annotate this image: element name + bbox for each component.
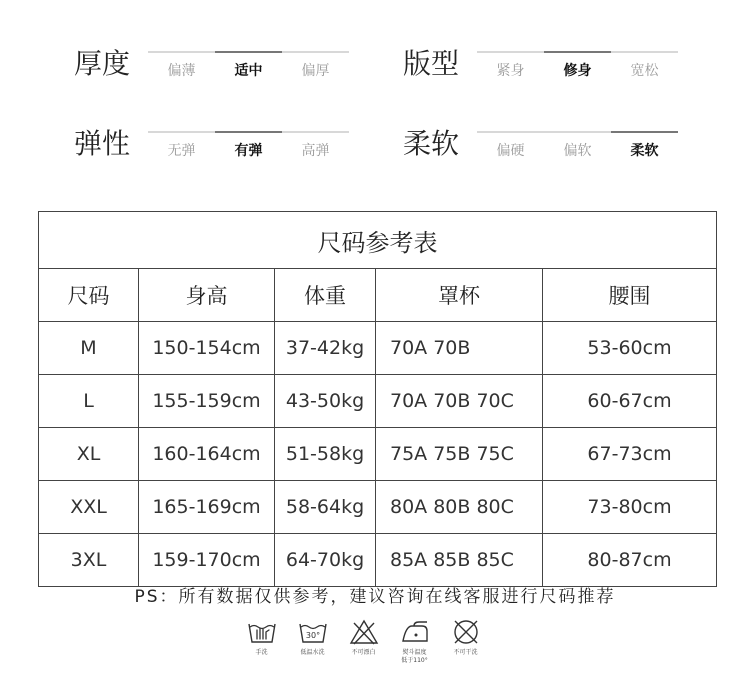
size-cell: M	[39, 322, 139, 375]
attribute-options	[477, 54, 678, 80]
attribute-option-selected: 柔软	[611, 134, 678, 160]
attribute-option-selected: 适中	[215, 54, 282, 80]
care-label: 不可漂白	[351, 649, 376, 656]
column-header: 身高	[139, 269, 275, 322]
attribute-softness	[403, 128, 678, 160]
attribute-panel	[56, 28, 706, 188]
size-cell: L	[39, 375, 139, 428]
height-cell: 160-164cm	[139, 428, 275, 481]
waist-cell: 80-87cm	[543, 534, 717, 587]
cup-cell: 75A 75B 75C	[376, 428, 543, 481]
table-row	[39, 375, 717, 428]
table-row	[39, 481, 717, 534]
column-header: 罩杯	[376, 269, 543, 322]
cup-cell: 85A 85B 85C	[376, 534, 543, 587]
cup-cell: 70A 70B 70C	[376, 375, 543, 428]
height-cell: 155-159cm	[139, 375, 275, 428]
size-chart-table	[38, 211, 717, 587]
care-item-iron	[389, 618, 440, 665]
column-header: 体重	[275, 269, 376, 322]
attribute-label: 版型	[403, 47, 460, 80]
attribute-option: 高弹	[282, 134, 349, 160]
cup-cell: 70A 70B	[376, 322, 543, 375]
attribute-option: 紧身	[477, 54, 544, 80]
no-bleach-icon	[349, 618, 379, 646]
attribute-thickness	[74, 48, 349, 80]
attribute-option-selected: 有弹	[215, 134, 282, 160]
attribute-options	[148, 54, 349, 80]
attribute-option: 无弹	[148, 134, 215, 160]
attribute-options	[148, 134, 349, 160]
height-cell: 165-169cm	[139, 481, 275, 534]
attribute-fit	[403, 48, 678, 80]
waist-cell: 53-60cm	[543, 322, 717, 375]
height-cell: 159-170cm	[139, 534, 275, 587]
care-label: 不可干洗	[453, 649, 478, 656]
attribute-label: 柔软	[403, 127, 460, 160]
size-cell: XL	[39, 428, 139, 481]
cup-cell: 80A 80B 80C	[376, 481, 543, 534]
attribute-options	[477, 134, 678, 160]
care-item-wash-30	[287, 618, 338, 665]
care-item-hand-wash	[236, 618, 287, 665]
care-instructions	[236, 618, 491, 665]
table-row	[39, 428, 717, 481]
attribute-option: 偏硬	[477, 134, 544, 160]
iron-low-icon	[400, 618, 430, 646]
attribute-option-selected: 修身	[544, 54, 611, 80]
attribute-elasticity	[74, 128, 349, 160]
care-item-no-bleach	[338, 618, 389, 665]
size-cell: 3XL	[39, 534, 139, 587]
temperature-text: 30°	[305, 631, 320, 640]
weight-cell: 43-50kg	[275, 375, 376, 428]
weight-cell: 58-64kg	[275, 481, 376, 534]
size-cell: XXL	[39, 481, 139, 534]
weight-cell: 64-70kg	[275, 534, 376, 587]
care-label: 熨斗温度 低于110°	[401, 649, 428, 664]
weight-cell: 51-58kg	[275, 428, 376, 481]
attribute-option: 宽松	[611, 54, 678, 80]
attribute-option: 偏软	[544, 134, 611, 160]
waist-cell: 73-80cm	[543, 481, 717, 534]
waist-cell: 60-67cm	[543, 375, 717, 428]
disclaimer-note: PS：所有数据仅供参考，建议咨询在线客服进行尺码推荐	[134, 587, 616, 607]
wash-30-icon	[298, 618, 328, 646]
table-row	[39, 322, 717, 375]
height-cell: 150-154cm	[139, 322, 275, 375]
attribute-option: 偏薄	[148, 54, 215, 80]
waist-cell: 67-73cm	[543, 428, 717, 481]
table-row	[39, 534, 717, 587]
care-label: 低温水洗	[300, 649, 325, 656]
size-chart-title: 尺码参考表	[39, 212, 717, 269]
attribute-label: 厚度	[74, 47, 131, 80]
weight-cell: 37-42kg	[275, 322, 376, 375]
hand-wash-icon	[247, 618, 277, 646]
column-header: 腰围	[543, 269, 717, 322]
table-header-row	[39, 269, 717, 322]
column-header: 尺码	[39, 269, 139, 322]
attribute-label: 弹性	[74, 127, 131, 160]
attribute-option: 偏厚	[282, 54, 349, 80]
care-label: 手洗	[255, 649, 268, 656]
no-dry-clean-icon	[451, 618, 481, 646]
care-item-no-dry-clean	[440, 618, 491, 665]
